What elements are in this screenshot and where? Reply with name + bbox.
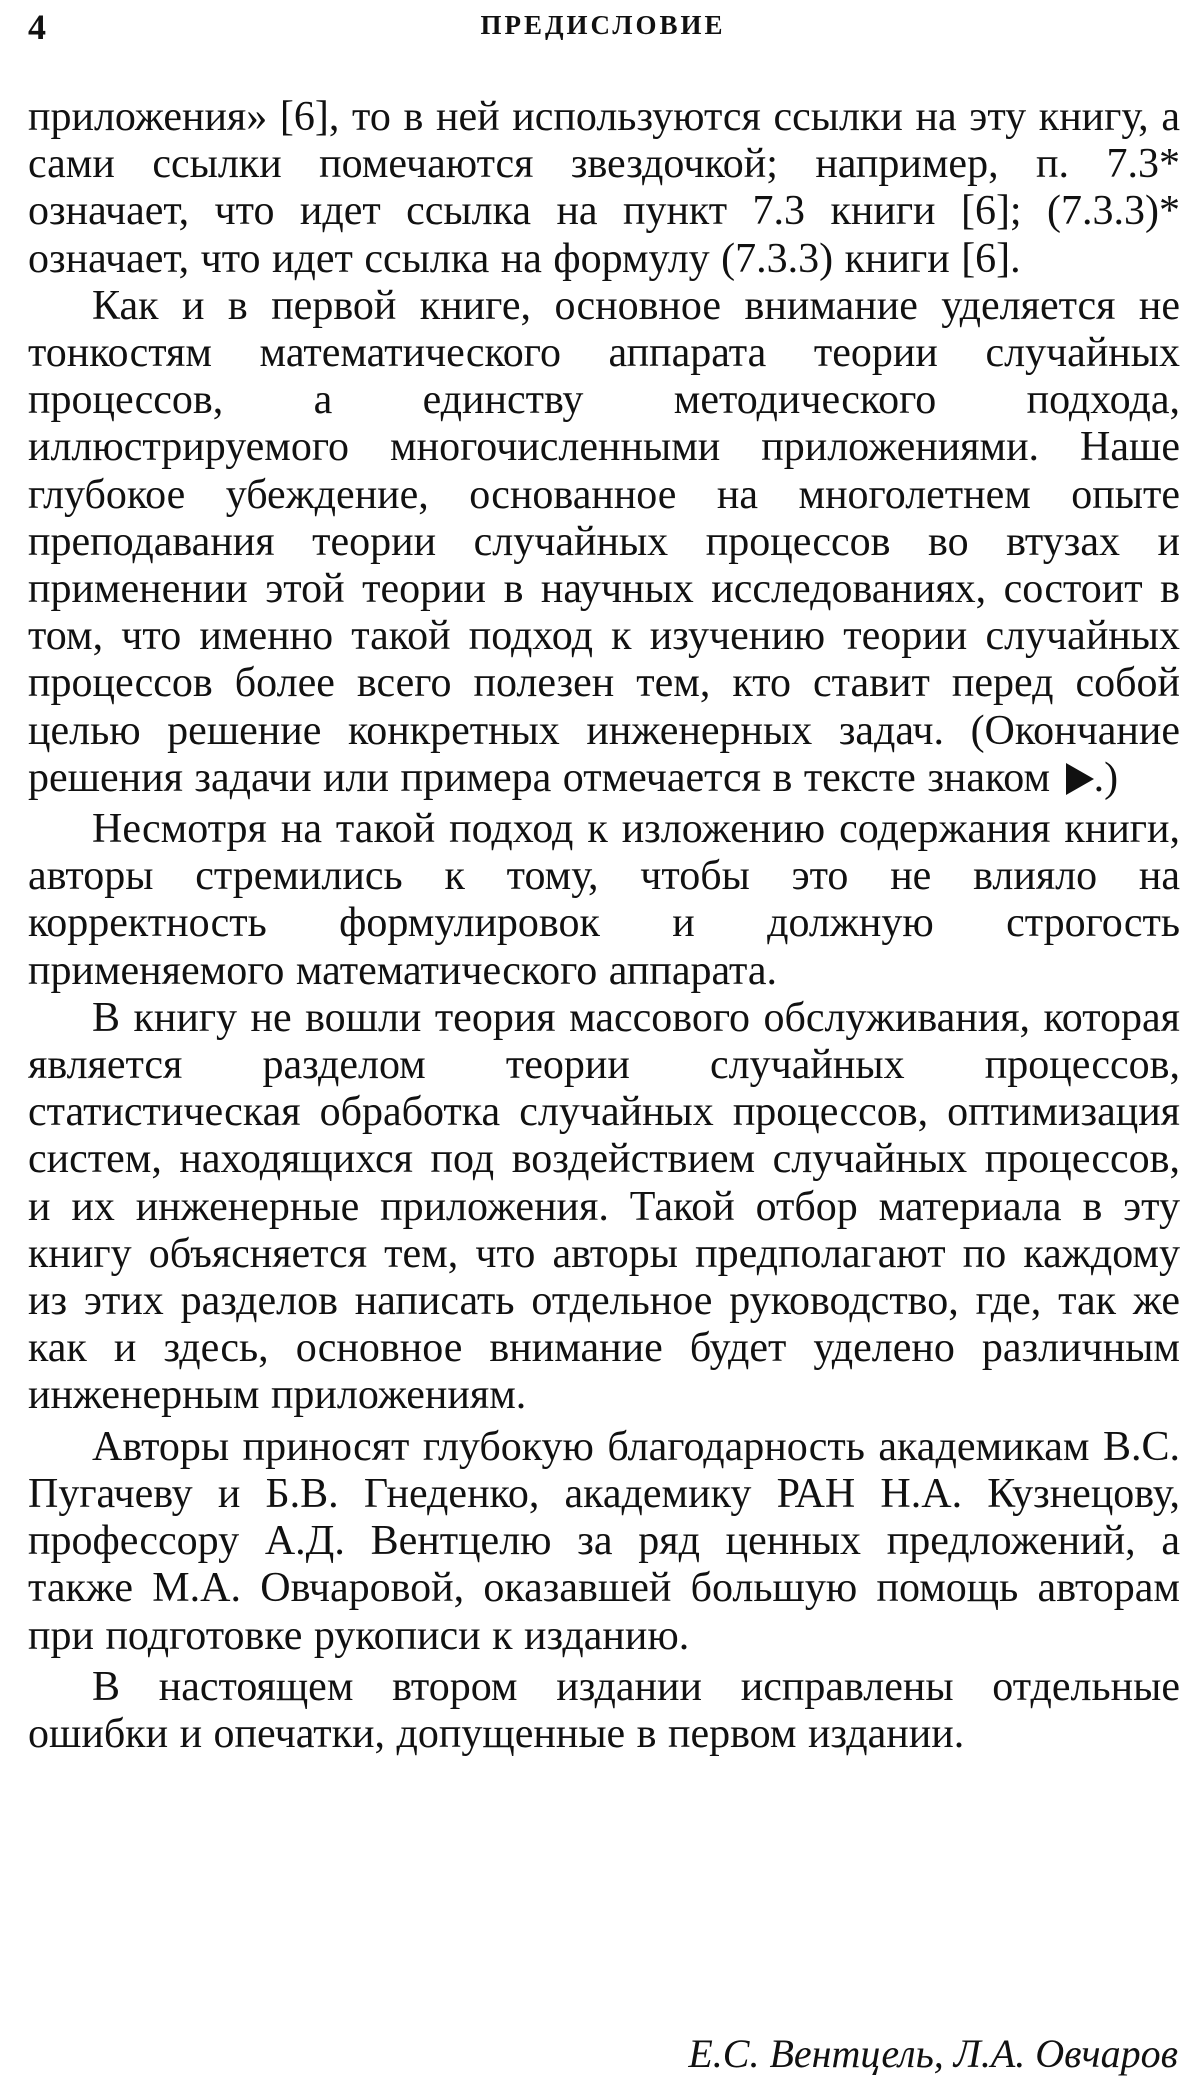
- page-header: [28, 6, 1178, 52]
- paragraph-4: В книгу не вошли теория массового обслуживания, которая является разделом теории случайных процессов, статистическая обработка случайных процессов, оптимизация систем, находящихся под воздействием случайных процессов, и их инженерные приложения. Такой отбор материала в эту книгу объясняется тем, что авторы предполагают по каждому из этих разделов написать отдельное руководство, где, так же как и здесь, основное внимание будет уделено различным инженерным приложениям.: [28, 994, 1180, 1419]
- preface-body: [28, 94, 1180, 1758]
- paragraph-2-tail: .): [1093, 754, 1119, 801]
- paragraph-1: приложения» [6], то в ней используются ссылки на эту книгу, а сами ссылки помечаются звездочкой; например, п. 7.3* означает, что идет ссылка на пункт 7.3 книги [6]; (7.3.3)* означает, что идет ссылка на формулу (7.3.3) книги [6].: [28, 94, 1180, 282]
- paragraph-2: [28, 283, 1180, 802]
- end-of-solution-triangle-icon: [1066, 763, 1094, 795]
- paragraph-3: Несмотря на такой подход к изложению содержания книги, авторы стремились к тому, чтобы это не влияло на корректность формулировок и должную строгость применяемого математического аппарата.: [28, 806, 1180, 994]
- running-head: ПРЕДИСЛОВИЕ: [480, 10, 726, 40]
- paragraph-5: Авторы приносят глубокую благодарность академикам В.С. Пугачеву и Б.В. Гнеденко, академику РАН Н.А. Кузнецову, профессору А.Д. Вентцелю за ряд ценных предложений, а также М.А. Овчаровой, оказавшей большую помощь авторам при подготовке рукописи к изданию.: [28, 1423, 1180, 1659]
- author-signature: Е.С. Вентцель, Л.А. Овчаров: [688, 2031, 1178, 2076]
- page-number: 4: [28, 7, 46, 47]
- paragraph-2-text: Как и в первой книге, основное внимание уделяется не тонкостям математического аппарата теории случайных процессов, а единству методического подхода, иллюстрируемого многочисленными приложениями. Наше глубокое убеждение, основанное на многолетнем опыте преподавания теории случайных процессов во втузах и применении этой теории в научных исследованиях, состоит в том, что именно такой подход к изучению теории случайных процессов более всего полезен тем, кто ставит перед собой целью решение конкретных инженерных задач. (Окончание решения задачи или примера отмечается в тексте знаком: [28, 282, 1180, 801]
- paragraph-6: В настоящем втором издании исправлены отдельные ошибки и опечатки, допущенные в первом издании.: [28, 1663, 1180, 1757]
